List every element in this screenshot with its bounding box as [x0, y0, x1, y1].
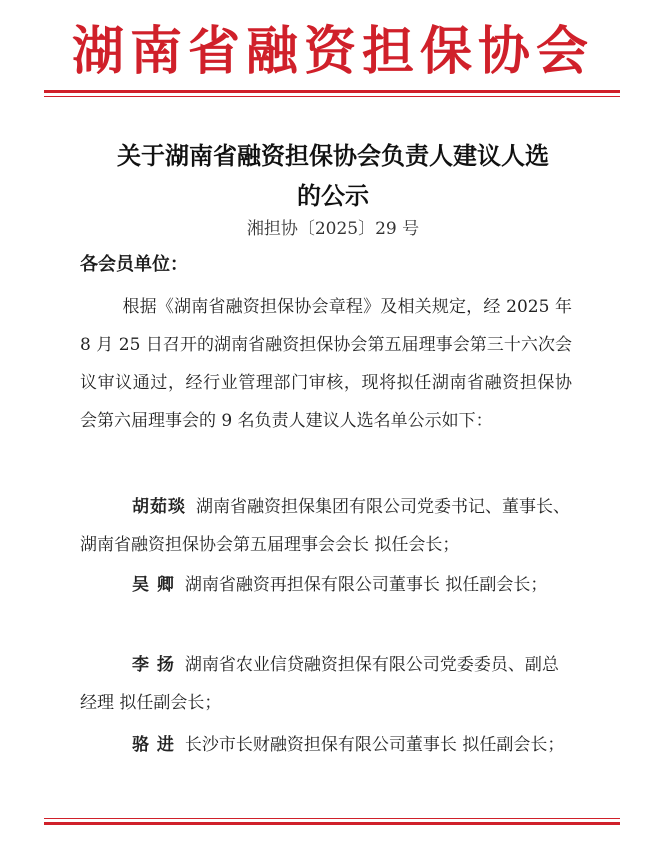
document-number: 湘担协〔2025〕29 号 — [246, 219, 420, 239]
salutation: 各会员单位： — [80, 254, 188, 275]
letterhead-rule-thin — [44, 96, 620, 97]
nominee-entry — [80, 488, 572, 564]
letterhead-rule-thick — [44, 90, 620, 93]
document-title — [0, 136, 666, 216]
document-title-line-2: 的公示 — [297, 182, 369, 210]
nominee-name: 吴 卿 — [132, 575, 175, 595]
nominee-entry — [80, 646, 572, 722]
body-paragraph: 根据《湖南省融资担保协会章程》及相关规定，经 2025 年 8 月 25 日召开的湖南省融资担保协会第五届理事会第三十六次会议审议通过，经行业管理部门审核，现将拟任湖南省融资担保协会第六届理事会的 9 名负责人建议人选名单公示如下： — [80, 297, 572, 431]
footer-rule-thick — [44, 822, 620, 825]
nominee-name: 李 扬 — [132, 655, 175, 675]
nominee-description: 湖南省融资担保集团有限公司党委书记、董事长、湖南省融资担保协会第五届理事会会长 拟任会长； — [80, 497, 570, 555]
nominee-name: 胡茹琰 — [132, 497, 186, 517]
nominee-entry — [80, 726, 572, 764]
document-title-line-1: 关于湖南省融资担保协会负责人建议人选 — [117, 142, 549, 170]
nominee-entry — [80, 566, 572, 604]
nominee-description: 长沙市长财融资担保有限公司董事长 拟任副会长； — [184, 735, 565, 755]
nominee-description: 湖南省融资再担保有限公司董事长 拟任副会长； — [184, 575, 548, 595]
body-section — [80, 288, 572, 440]
letterhead-org-name: 湖南省融资担保协会 — [71, 22, 594, 82]
nominee-name: 骆 进 — [132, 735, 175, 755]
nominee-description: 湖南省农业信贷融资担保有限公司党委委员、副总经理 拟任副会长； — [80, 655, 559, 713]
footer-rule-thin — [44, 818, 620, 819]
